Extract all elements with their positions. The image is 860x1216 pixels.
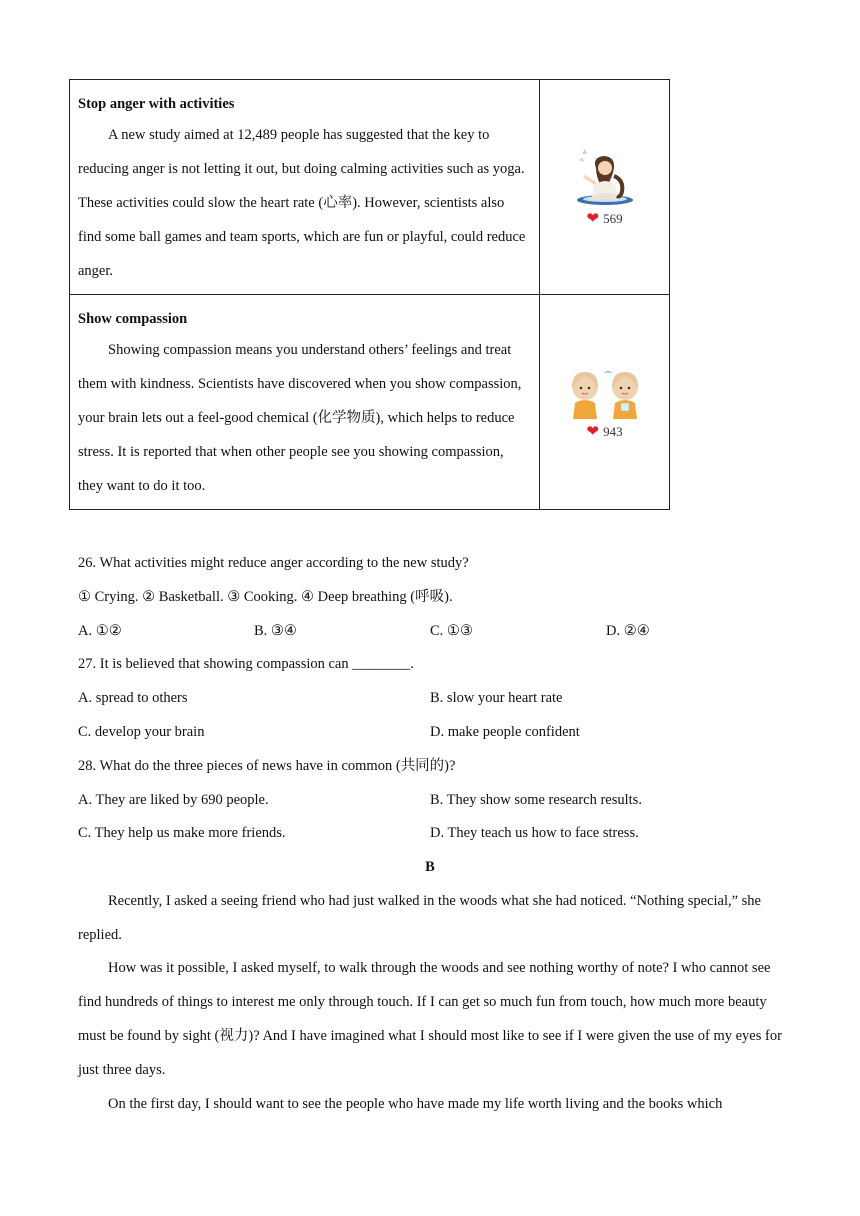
likes-count: 569 bbox=[603, 211, 623, 227]
heart-icon: ❤ bbox=[586, 210, 600, 227]
likes-counter bbox=[565, 211, 645, 227]
option-a[interactable]: A. spread to others bbox=[78, 690, 188, 707]
passage-paragraph: Recently, I asked a seeing friend who had just walked in the woods what she had noticed. “Nothing special,” she replied. bbox=[78, 892, 761, 943]
news-title: Stop anger with activities bbox=[78, 96, 235, 112]
passage-paragraph: On the first day, I should want to see the people who have made my life worth living and the books which bbox=[108, 1095, 723, 1112]
two-girls-illustration bbox=[565, 363, 645, 440]
news-image-cell bbox=[540, 80, 670, 295]
yoga-girl-illustration bbox=[565, 146, 645, 227]
likes-counter bbox=[565, 424, 645, 440]
news-row bbox=[70, 80, 670, 295]
options-row bbox=[78, 784, 798, 818]
question-stem: 26. What activities might reduce anger according to the new study? bbox=[78, 555, 469, 571]
question-sub-list: ① Crying. ② Basketball. ③ Cooking. ④ Deep breathing (呼吸). bbox=[78, 588, 453, 605]
news-image-cell bbox=[540, 295, 670, 510]
option-d[interactable]: D. They teach us how to face stress. bbox=[430, 825, 639, 842]
question-stem: 27. It is believed that showing compassion can ________. bbox=[78, 656, 414, 673]
option-c[interactable]: C. They help us make more friends. bbox=[78, 825, 286, 842]
news-body: A new study aimed at 12,489 people has suggested that the key to reducing anger is not letting it out, but doing calming activities such as yoga. These activities could slow the heart rate (心率). However, scientists also find some ball games and team sports, which are fun or playful, could reduce anger. bbox=[78, 127, 526, 279]
yoga-girl-icon bbox=[570, 146, 640, 208]
heart-icon: ❤ bbox=[586, 423, 600, 440]
options-row bbox=[78, 615, 798, 649]
news-row bbox=[70, 295, 670, 510]
passage-paragraph: How was it possible, I asked myself, to walk through the woods and see nothing worthy of note? I who cannot see find hundreds of things to interest me only through touch. If I can get so much fun from touch, how much more beauty must be found by sight (视力)? And I have imagined what I should most like to see if I were given the use of my eyes for just three days. bbox=[78, 960, 782, 1078]
news-text-cell bbox=[70, 80, 540, 295]
option-b[interactable]: B. They show some research results. bbox=[430, 791, 642, 808]
news-body: Showing compassion means you understand others’ feelings and treat them with kindness. Scientists have discovered when you show compassion, your brain lets out a feel-good chemical (化学物质), which helps to reduce stress. It is reported that when other people see you showing compassion, they want to do it too. bbox=[78, 342, 522, 494]
options-row bbox=[78, 682, 798, 716]
section-label: B bbox=[425, 859, 435, 875]
questions-section bbox=[78, 547, 798, 851]
option-c[interactable]: C. ①③ bbox=[430, 622, 473, 639]
news-title: Show compassion bbox=[78, 311, 188, 327]
option-d[interactable]: D. make people confident bbox=[430, 723, 580, 740]
option-c[interactable]: C. develop your brain bbox=[78, 723, 205, 740]
option-d[interactable]: D. ②④ bbox=[606, 622, 650, 639]
question-stem: 28. What do the three pieces of news have in common (共同的)? bbox=[78, 757, 456, 774]
reading-section-b bbox=[78, 851, 782, 1121]
option-b[interactable]: B. slow your heart rate bbox=[430, 690, 563, 707]
option-a[interactable]: A. ①② bbox=[78, 622, 122, 639]
two-girls-icon bbox=[565, 363, 645, 421]
option-b[interactable]: B. ③④ bbox=[254, 622, 297, 639]
news-text-cell bbox=[70, 295, 540, 510]
options-row bbox=[78, 716, 798, 750]
option-a[interactable]: A. They are liked by 690 people. bbox=[78, 791, 269, 808]
likes-count: 943 bbox=[603, 424, 623, 440]
news-table bbox=[69, 79, 670, 510]
options-row bbox=[78, 817, 798, 851]
